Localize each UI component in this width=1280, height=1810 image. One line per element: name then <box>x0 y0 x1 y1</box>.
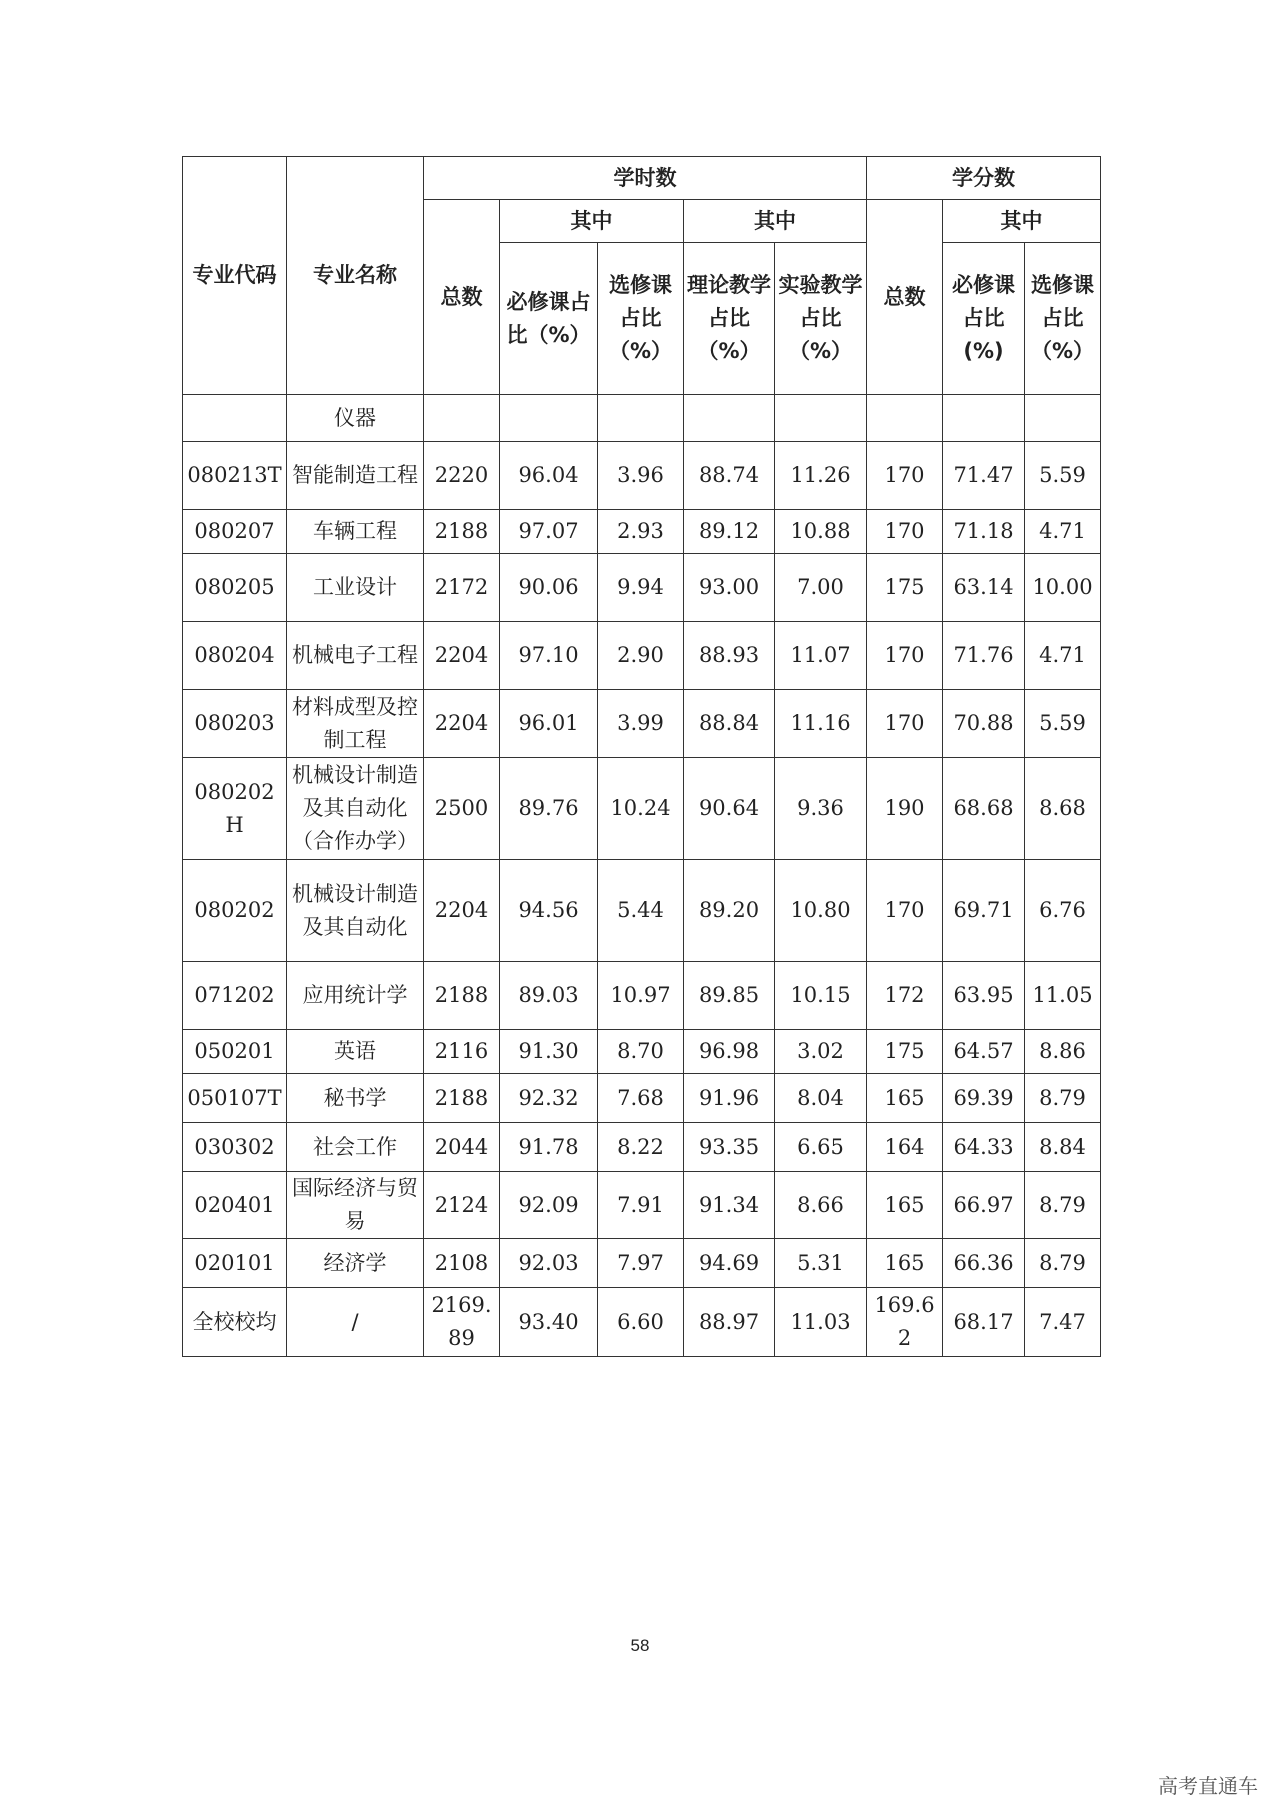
cell-theory: 89.85 <box>684 962 775 1030</box>
table-row <box>183 1172 1101 1239</box>
cell-credits: 175 <box>867 554 943 622</box>
cell-req: 92.09 <box>500 1172 598 1239</box>
cell-name: 经济学 <box>287 1239 424 1288</box>
cell-elec: 8.22 <box>598 1123 684 1172</box>
cell-prac <box>775 395 867 442</box>
cell-name: 机械设计制造及其自动化 <box>287 860 424 962</box>
cell-celec: 8.79 <box>1025 1172 1101 1239</box>
cell-name: 国际经济与贸易 <box>287 1172 424 1239</box>
watermark: 高考直通车 <box>1158 1774 1258 1798</box>
cell-elec: 2.93 <box>598 510 684 554</box>
cell-hours: 2204 <box>424 622 500 690</box>
cell-code: 050107T <box>183 1074 287 1123</box>
header-code: 专业代码 <box>183 157 287 395</box>
cell-elec: 5.44 <box>598 860 684 962</box>
cell-hours: 2500 <box>424 758 500 860</box>
cell-credits: 170 <box>867 442 943 510</box>
cell-name: 机械设计制造及其自动化（合作办学） <box>287 758 424 860</box>
cell-code: 080207 <box>183 510 287 554</box>
cell-celec: 8.86 <box>1025 1030 1101 1074</box>
cell-code: 080204 <box>183 622 287 690</box>
cell-elec <box>598 395 684 442</box>
cell-prac: 10.80 <box>775 860 867 962</box>
cell-prac: 11.26 <box>775 442 867 510</box>
cell-code: 080202H <box>183 758 287 860</box>
cell-req: 92.03 <box>500 1239 598 1288</box>
cell-hours: 2108 <box>424 1239 500 1288</box>
cell-prac: 8.04 <box>775 1074 867 1123</box>
cell-name: / <box>287 1288 424 1357</box>
cell-prac: 8.66 <box>775 1172 867 1239</box>
cell-prac: 11.16 <box>775 690 867 758</box>
cell-hours: 2124 <box>424 1172 500 1239</box>
header-credit-required-pct: 必修课占比(%) <box>943 243 1025 395</box>
cell-req: 90.06 <box>500 554 598 622</box>
header-theory-pct: 理论教学占比（%） <box>684 243 775 395</box>
header-total-credits: 总数 <box>867 200 943 395</box>
cell-code: 080202 <box>183 860 287 962</box>
cell-prac: 11.03 <box>775 1288 867 1357</box>
cell-req: 89.03 <box>500 962 598 1030</box>
cell-req: 94.56 <box>500 860 598 962</box>
cell-elec: 7.97 <box>598 1239 684 1288</box>
cell-credits <box>867 395 943 442</box>
cell-credits: 169.62 <box>867 1288 943 1357</box>
cell-elec: 8.70 <box>598 1030 684 1074</box>
cell-prac: 3.02 <box>775 1030 867 1074</box>
cell-req: 91.30 <box>500 1030 598 1074</box>
cell-creq: 64.33 <box>943 1123 1025 1172</box>
cell-celec: 4.71 <box>1025 510 1101 554</box>
header-credits-group: 学分数 <box>867 157 1101 200</box>
cell-creq: 71.76 <box>943 622 1025 690</box>
cell-name: 秘书学 <box>287 1074 424 1123</box>
cell-code: 050201 <box>183 1030 287 1074</box>
cell-hours: 2220 <box>424 442 500 510</box>
cell-elec: 3.96 <box>598 442 684 510</box>
cell-creq: 70.88 <box>943 690 1025 758</box>
cell-celec: 5.59 <box>1025 442 1101 510</box>
cell-prac: 10.88 <box>775 510 867 554</box>
cell-elec: 9.94 <box>598 554 684 622</box>
table-row <box>183 554 1101 622</box>
cell-celec: 8.68 <box>1025 758 1101 860</box>
cell-code: 030302 <box>183 1123 287 1172</box>
cell-name: 智能制造工程 <box>287 442 424 510</box>
cell-elec: 3.99 <box>598 690 684 758</box>
cell-name: 工业设计 <box>287 554 424 622</box>
header-practice-pct: 实验教学占比（%） <box>775 243 867 395</box>
cell-hours: 2204 <box>424 690 500 758</box>
cell-creq: 63.14 <box>943 554 1025 622</box>
cell-hours: 2188 <box>424 1074 500 1123</box>
cell-elec: 6.60 <box>598 1288 684 1357</box>
cell-code: 020401 <box>183 1172 287 1239</box>
cell-creq: 69.71 <box>943 860 1025 962</box>
cell-credits: 165 <box>867 1074 943 1123</box>
cell-req: 91.78 <box>500 1123 598 1172</box>
curriculum-table <box>182 156 1101 1357</box>
cell-theory: 88.74 <box>684 442 775 510</box>
cell-req: 89.76 <box>500 758 598 860</box>
cell-celec: 5.59 <box>1025 690 1101 758</box>
table-body <box>183 395 1101 1357</box>
cell-creq: 69.39 <box>943 1074 1025 1123</box>
cell-credits: 172 <box>867 962 943 1030</box>
table-row <box>183 962 1101 1030</box>
table-row <box>183 1123 1101 1172</box>
cell-code: 080213T <box>183 442 287 510</box>
cell-theory: 94.69 <box>684 1239 775 1288</box>
table-row <box>183 1030 1101 1074</box>
cell-elec: 7.91 <box>598 1172 684 1239</box>
table-row <box>183 1074 1101 1123</box>
cell-code <box>183 395 287 442</box>
cell-name: 应用统计学 <box>287 962 424 1030</box>
header-hours-group: 学时数 <box>424 157 867 200</box>
cell-elec: 7.68 <box>598 1074 684 1123</box>
cell-prac: 6.65 <box>775 1123 867 1172</box>
cell-req <box>500 395 598 442</box>
table-row <box>183 758 1101 860</box>
cell-code: 020101 <box>183 1239 287 1288</box>
cell-prac: 10.15 <box>775 962 867 1030</box>
cell-credits: 170 <box>867 690 943 758</box>
cell-credits: 170 <box>867 622 943 690</box>
cell-code: 全校校均 <box>183 1288 287 1357</box>
cell-theory: 88.84 <box>684 690 775 758</box>
cell-theory: 96.98 <box>684 1030 775 1074</box>
cell-name: 材料成型及控制工程 <box>287 690 424 758</box>
cell-celec: 8.79 <box>1025 1239 1101 1288</box>
cell-theory: 91.96 <box>684 1074 775 1123</box>
cell-name: 仪器 <box>287 395 424 442</box>
cell-celec: 10.00 <box>1025 554 1101 622</box>
cell-req: 97.07 <box>500 510 598 554</box>
cell-credits: 190 <box>867 758 943 860</box>
cell-req: 96.04 <box>500 442 598 510</box>
cell-hours: 2188 <box>424 510 500 554</box>
cell-hours: 2169.89 <box>424 1288 500 1357</box>
cell-hours: 2204 <box>424 860 500 962</box>
cell-creq: 71.47 <box>943 442 1025 510</box>
cell-credits: 175 <box>867 1030 943 1074</box>
cell-prac: 11.07 <box>775 622 867 690</box>
cell-hours: 2188 <box>424 962 500 1030</box>
cell-credits: 164 <box>867 1123 943 1172</box>
cell-theory: 91.34 <box>684 1172 775 1239</box>
cell-theory: 93.00 <box>684 554 775 622</box>
table-row <box>183 510 1101 554</box>
cell-req: 93.40 <box>500 1288 598 1357</box>
header-credit-elective-pct: 选修课占比（%） <box>1025 243 1101 395</box>
cell-req: 97.10 <box>500 622 598 690</box>
cell-name: 机械电子工程 <box>287 622 424 690</box>
cell-req: 96.01 <box>500 690 598 758</box>
cell-celec: 7.47 <box>1025 1288 1101 1357</box>
cell-creq: 63.95 <box>943 962 1025 1030</box>
cell-theory: 93.35 <box>684 1123 775 1172</box>
cell-creq: 68.68 <box>943 758 1025 860</box>
cell-prac: 5.31 <box>775 1239 867 1288</box>
cell-celec <box>1025 395 1101 442</box>
table-row <box>183 395 1101 442</box>
cell-credits: 170 <box>867 860 943 962</box>
cell-credits: 170 <box>867 510 943 554</box>
cell-theory: 88.97 <box>684 1288 775 1357</box>
cell-theory: 89.12 <box>684 510 775 554</box>
cell-credits: 165 <box>867 1172 943 1239</box>
cell-name: 社会工作 <box>287 1123 424 1172</box>
cell-theory: 88.93 <box>684 622 775 690</box>
cell-name: 车辆工程 <box>287 510 424 554</box>
cell-theory: 89.20 <box>684 860 775 962</box>
cell-creq: 68.17 <box>943 1288 1025 1357</box>
cell-celec: 4.71 <box>1025 622 1101 690</box>
cell-creq: 66.36 <box>943 1239 1025 1288</box>
header-of-which-hours-2: 其中 <box>684 200 867 243</box>
table-row <box>183 690 1101 758</box>
cell-name: 英语 <box>287 1030 424 1074</box>
cell-celec: 8.84 <box>1025 1123 1101 1172</box>
header-name: 专业名称 <box>287 157 424 395</box>
cell-celec: 6.76 <box>1025 860 1101 962</box>
table-row <box>183 442 1101 510</box>
table-row <box>183 860 1101 962</box>
cell-prac: 9.36 <box>775 758 867 860</box>
cell-code: 071202 <box>183 962 287 1030</box>
cell-credits: 165 <box>867 1239 943 1288</box>
cell-theory <box>684 395 775 442</box>
cell-elec: 10.97 <box>598 962 684 1030</box>
table-row <box>183 622 1101 690</box>
cell-celec: 8.79 <box>1025 1074 1101 1123</box>
cell-creq: 64.57 <box>943 1030 1025 1074</box>
document-page <box>182 156 1101 1357</box>
cell-elec: 2.90 <box>598 622 684 690</box>
header-of-which-credits: 其中 <box>943 200 1101 243</box>
cell-prac: 7.00 <box>775 554 867 622</box>
page-number: 58 <box>630 1636 650 1655</box>
cell-creq <box>943 395 1025 442</box>
cell-hours: 2044 <box>424 1123 500 1172</box>
cell-hours: 2116 <box>424 1030 500 1074</box>
table-row <box>183 1288 1101 1357</box>
cell-code: 080203 <box>183 690 287 758</box>
header-of-which-hours-1: 其中 <box>500 200 684 243</box>
cell-code: 080205 <box>183 554 287 622</box>
cell-theory: 90.64 <box>684 758 775 860</box>
cell-hours: 2172 <box>424 554 500 622</box>
header-required-pct: 必修课占比（%） <box>500 243 598 395</box>
cell-celec: 11.05 <box>1025 962 1101 1030</box>
cell-creq: 71.18 <box>943 510 1025 554</box>
cell-creq: 66.97 <box>943 1172 1025 1239</box>
cell-elec: 10.24 <box>598 758 684 860</box>
cell-req: 92.32 <box>500 1074 598 1123</box>
header-elective-pct: 选修课占比（%） <box>598 243 684 395</box>
table-row <box>183 1239 1101 1288</box>
header-total-hours: 总数 <box>424 200 500 395</box>
cell-hours <box>424 395 500 442</box>
